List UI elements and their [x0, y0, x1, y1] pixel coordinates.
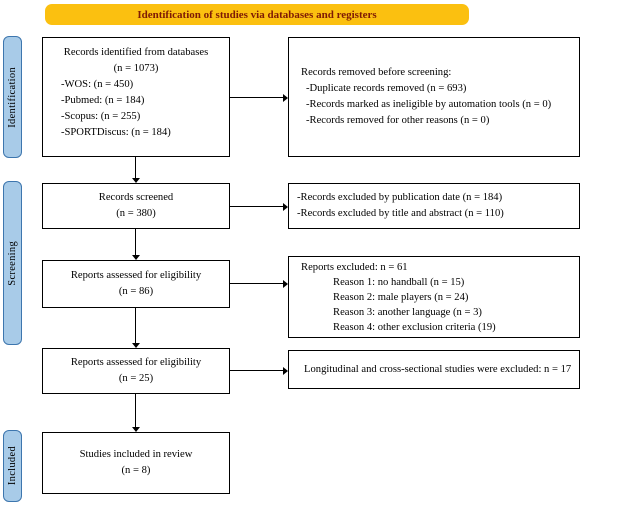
arrow-right-4	[230, 370, 283, 371]
arrow-down-4	[135, 394, 136, 427]
arrow-down-1	[135, 157, 136, 178]
title-banner	[45, 4, 469, 25]
stage-included-label: Included	[7, 446, 18, 486]
box-text-line: (n = 86)	[118, 286, 154, 297]
box-text-line: -Scopus: (n = 255)	[61, 111, 141, 122]
arrow-right-1	[230, 97, 283, 98]
records-excluded-box	[288, 183, 580, 229]
box-text-line: (n = 25)	[118, 373, 154, 384]
box-text-line: -Duplicate records removed (n = 693)	[306, 83, 467, 94]
box-text-line: Records identified from databases	[63, 47, 209, 58]
reports-eligibility-first-box	[42, 260, 230, 308]
box-text-line: Reason 4: other exclusion criteria (19)	[333, 321, 496, 333]
studies-included-box	[42, 432, 230, 494]
arrow-down-2	[135, 229, 136, 255]
reports-eligibility-second-box	[42, 348, 230, 394]
records-identified-box	[42, 37, 230, 157]
box-text-line: -SPORTDiscus: (n = 184)	[61, 127, 171, 138]
box-text-line: Records screened	[98, 192, 174, 203]
box-text-line: (n = 1073)	[113, 63, 159, 74]
box-text-line: -Records marked as ineligible by automation tools (n = 0)	[306, 99, 552, 110]
stage-included	[3, 430, 22, 502]
box-text-line: -Pubmed: (n = 184)	[61, 95, 145, 106]
box-text-line: Records removed before screening:	[301, 67, 452, 78]
stage-screening	[3, 181, 22, 345]
stage-screening-label: Screening	[7, 240, 18, 286]
arrow-down-3	[135, 308, 136, 343]
stage-identification-label: Identification	[7, 66, 18, 128]
records-screened-box	[42, 183, 230, 229]
reports-excluded-box	[288, 256, 580, 338]
box-text-line: -Records excluded by title and abstract (n = 110)	[297, 208, 504, 219]
box-text-line: Longitudinal and cross-sectional studies were excluded: n = 17	[304, 363, 572, 375]
box-text-line: Reports assessed for eligibility	[70, 357, 202, 368]
box-text-line: Reason 2: male players (n = 24)	[333, 291, 469, 303]
box-text-line: (n = 8)	[121, 465, 151, 476]
records-removed-box	[288, 37, 580, 157]
box-text-line: Studies included in review	[79, 449, 193, 460]
arrow-right-3	[230, 283, 283, 284]
stage-identification	[3, 36, 22, 158]
box-text-line: Reports excluded: n = 61	[301, 261, 408, 273]
box-text-line: -Records removed for other reasons (n = 0)	[306, 115, 490, 126]
box-text-line: -Records excluded by publication date (n = 184)	[297, 192, 503, 203]
box-text-line: Reason 1: no handball (n = 15)	[333, 276, 465, 288]
diagram-title: Identification of studies via databases and registers	[137, 8, 377, 21]
longitudinal-excluded-box	[288, 350, 580, 389]
box-text-line: Reports assessed for eligibility	[70, 270, 202, 281]
arrow-right-2	[230, 206, 283, 207]
box-text-line: Reason 3: another language (n = 3)	[333, 306, 482, 318]
box-text-line: -WOS: (n = 450)	[61, 79, 134, 90]
box-text-line: (n = 380)	[116, 208, 156, 219]
